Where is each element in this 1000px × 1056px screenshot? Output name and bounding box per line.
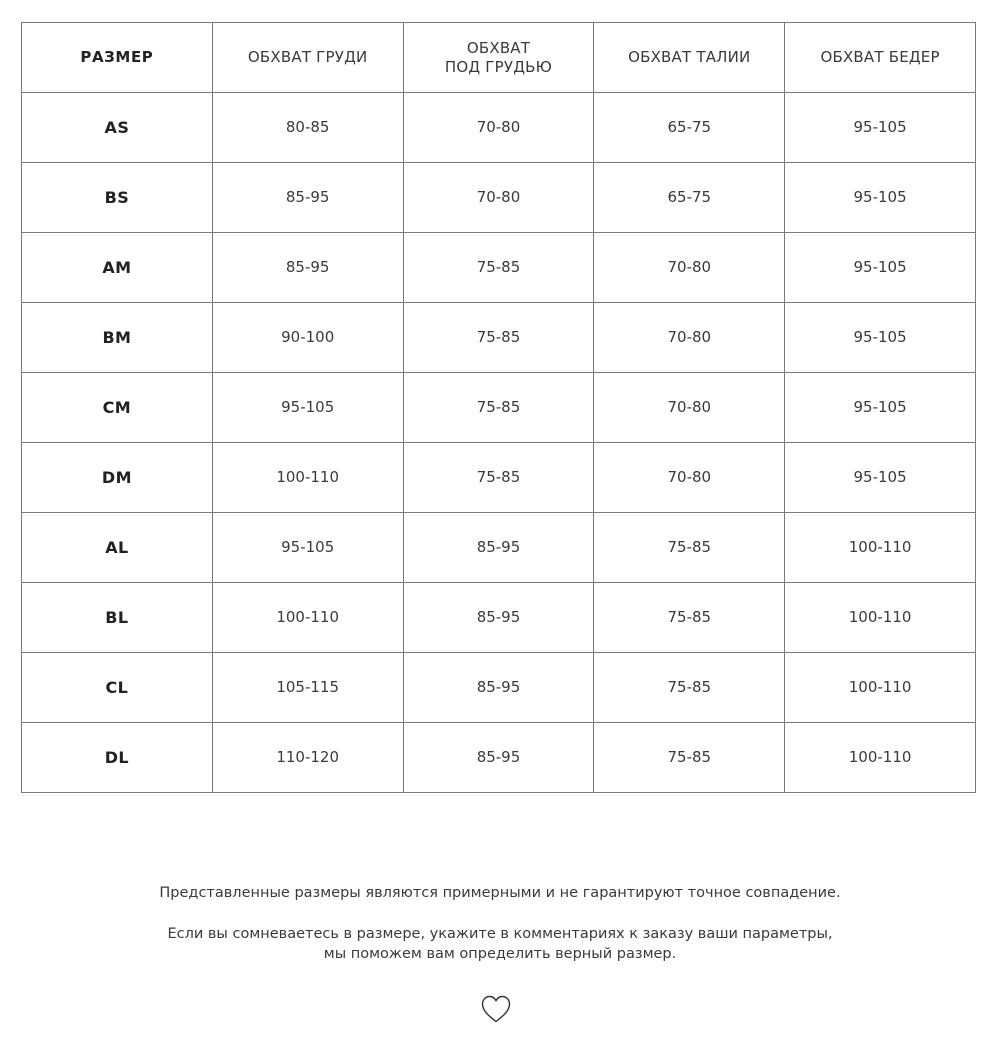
- header-underbust-label-line1: ОБХВАТ: [466, 38, 531, 57]
- help-text: [0, 924, 1000, 964]
- cell-underbust: 85-95: [403, 653, 594, 723]
- table-header-row: [22, 23, 976, 93]
- cell-hips: 100-110: [785, 723, 976, 793]
- cell-size: BM: [22, 303, 213, 373]
- table-row: [22, 583, 976, 653]
- help-text-line2: мы поможем вам определить верный размер.: [323, 946, 677, 962]
- cell-hips: 100-110: [785, 513, 976, 583]
- cell-waist: 70-80: [594, 303, 785, 373]
- cell-chest: 85-95: [212, 233, 403, 303]
- cell-chest: 100-110: [212, 443, 403, 513]
- cell-chest: 80-85: [212, 93, 403, 163]
- cell-underbust: 75-85: [403, 443, 594, 513]
- cell-underbust: 75-85: [403, 233, 594, 303]
- cell-waist: 75-85: [594, 513, 785, 583]
- help-text-line1: Если вы сомневаетесь в размере, укажите в комментариях к заказу ваши параметры,: [167, 926, 833, 942]
- cell-size: CM: [22, 373, 213, 443]
- cell-size: AS: [22, 93, 213, 163]
- table-row: [22, 93, 976, 163]
- cell-size: DL: [22, 723, 213, 793]
- cell-size: AM: [22, 233, 213, 303]
- cell-underbust: 85-95: [403, 513, 594, 583]
- size-notes: [0, 883, 1000, 964]
- disclaimer-text: Представленные размеры являются примерными и не гарантируют точное совпадение.: [159, 885, 841, 901]
- cell-size: AL: [22, 513, 213, 583]
- cell-size: BS: [22, 163, 213, 233]
- cell-underbust: 70-80: [403, 93, 594, 163]
- cell-chest: 95-105: [212, 373, 403, 443]
- header-size: [22, 23, 213, 93]
- header-waist: [594, 23, 785, 93]
- table-row: [22, 303, 976, 373]
- cell-underbust: 85-95: [403, 583, 594, 653]
- cell-chest: 95-105: [212, 513, 403, 583]
- cell-hips: 95-105: [785, 233, 976, 303]
- table-row: [22, 373, 976, 443]
- cell-hips: 95-105: [785, 373, 976, 443]
- cell-hips: 95-105: [785, 93, 976, 163]
- cell-hips: 95-105: [785, 303, 976, 373]
- cell-chest: 110-120: [212, 723, 403, 793]
- cell-waist: 65-75: [594, 93, 785, 163]
- header-chest: [212, 23, 403, 93]
- cell-waist: 75-85: [594, 583, 785, 653]
- cell-size: DM: [22, 443, 213, 513]
- table-row: [22, 233, 976, 303]
- cell-hips: 100-110: [785, 583, 976, 653]
- cell-hips: 95-105: [785, 163, 976, 233]
- header-hips-label: ОБХВАТ БЕДЕР: [820, 48, 940, 66]
- table-row: [22, 443, 976, 513]
- cell-waist: 75-85: [594, 723, 785, 793]
- cell-size: CL: [22, 653, 213, 723]
- header-size-label: РАЗМЕР: [80, 48, 154, 66]
- size-chart-table: [21, 22, 976, 793]
- table-row: [22, 653, 976, 723]
- cell-waist: 75-85: [594, 653, 785, 723]
- header-underbust: [403, 23, 594, 93]
- cell-waist: 70-80: [594, 233, 785, 303]
- cell-waist: 65-75: [594, 163, 785, 233]
- cell-underbust: 70-80: [403, 163, 594, 233]
- cell-size: BL: [22, 583, 213, 653]
- header-underbust-label-line2: ПОД ГРУДЬЮ: [444, 57, 553, 76]
- table-row: [22, 723, 976, 793]
- table-row: [22, 163, 976, 233]
- cell-chest: 85-95: [212, 163, 403, 233]
- header-chest-label: ОБХВАТ ГРУДИ: [247, 48, 368, 66]
- table-row: [22, 513, 976, 583]
- heart-icon: [480, 994, 512, 1024]
- cell-waist: 70-80: [594, 443, 785, 513]
- cell-chest: 100-110: [212, 583, 403, 653]
- cell-hips: 95-105: [785, 443, 976, 513]
- cell-underbust: 75-85: [403, 303, 594, 373]
- cell-chest: 105-115: [212, 653, 403, 723]
- header-hips: [785, 23, 976, 93]
- cell-underbust: 85-95: [403, 723, 594, 793]
- header-waist-label: ОБХВАТ ТАЛИИ: [628, 48, 751, 66]
- cell-waist: 70-80: [594, 373, 785, 443]
- cell-chest: 90-100: [212, 303, 403, 373]
- cell-underbust: 75-85: [403, 373, 594, 443]
- cell-hips: 100-110: [785, 653, 976, 723]
